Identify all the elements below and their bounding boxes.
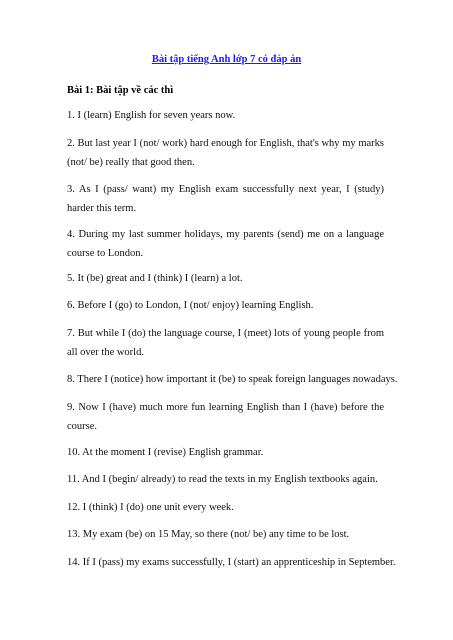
- exercise-item-8: 8. There I (notice) how important it (be) to speak foreign languages nowadays.: [67, 374, 398, 385]
- exercise-item-14: 14. If I (pass) my exams successfully, I (start) an apprenticeship in September.: [67, 557, 396, 568]
- exercise-item-2: 2. But last year I (not/ work) hard enough for English, that's why my marks (not/ be) really that good then.: [67, 138, 384, 168]
- exercise-item-10: 10. At the moment I (revise) English grammar.: [67, 447, 264, 458]
- exercise-item-9: 9. Now I (have) much more fun learning English than I (have) before the course.: [67, 402, 384, 432]
- exercise-item-4: 4. During my last summer holidays, my parents (send) me on a language course to London.: [67, 229, 384, 259]
- exercise-item-6: 6. Before I (go) to London, I (not/ enjoy) learning English.: [67, 300, 314, 311]
- exercise-item-3: 3. As I (pass/ want) my English exam successfully next year, I (study) harder this term.: [67, 184, 384, 214]
- exercise-item-13: 13. My exam (be) on 15 May, so there (not/ be) any time to be lost.: [67, 529, 350, 540]
- section-heading: Bài 1: Bài tập về các thì: [67, 85, 174, 96]
- exercise-item-7: 7. But while I (do) the language course, I (meet) lots of young people from all over the world.: [67, 328, 384, 358]
- exercise-item-11: 11. And I (begin/ already) to read the texts in my English textbooks again.: [67, 474, 378, 485]
- exercise-item-5: 5. It (be) great and I (think) I (learn) a lot.: [67, 273, 243, 284]
- exercise-item-12: 12. I (think) I (do) one unit every week.: [67, 502, 234, 513]
- exercise-item-1: 1. I (learn) English for seven years now.: [67, 110, 236, 121]
- document-title: Bài tập tiếng Anh lớp 7 có đáp án: [151, 54, 302, 65]
